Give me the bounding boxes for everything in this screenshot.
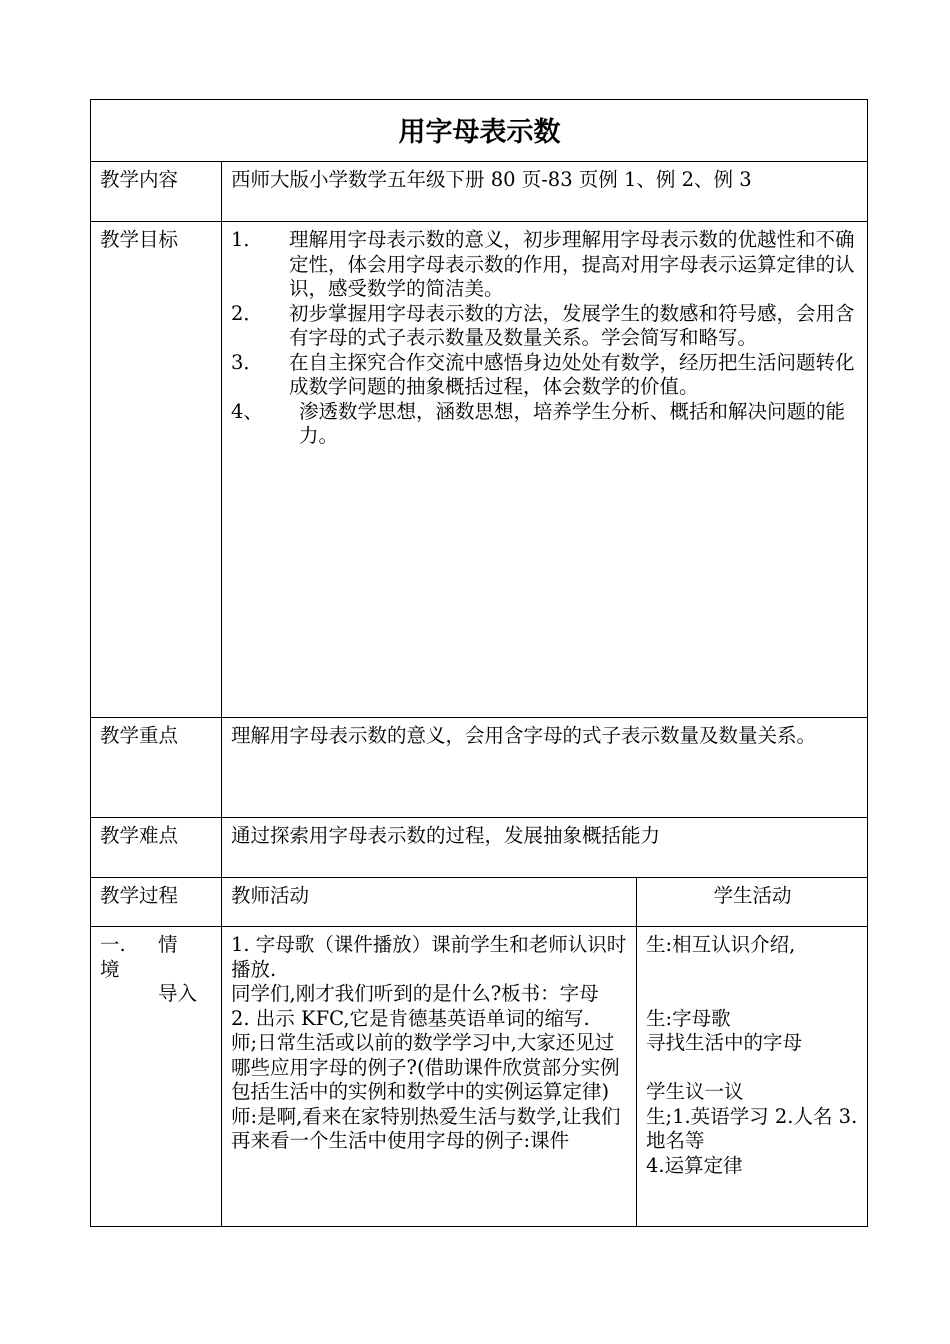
goal-item (231, 400, 859, 449)
stage-one-student (637, 927, 868, 1227)
goals-cell (222, 222, 868, 718)
content-row (91, 162, 868, 222)
student-line: 生:相互认识介绍, (646, 933, 796, 956)
spacer (646, 1056, 859, 1081)
teacher-line: 师:是啊,看来在家特别热爱生活与数学,让我们再来看一个生活中使用字母的例子:课件 (231, 1104, 621, 1152)
teacher-line: 2. 出示 KFC,它是肯德基英语单词的缩写. (231, 1006, 590, 1030)
spacer (646, 982, 859, 1007)
teacher-line: 同学们,刚才我们听到的是什么?板书：字母 (231, 982, 599, 1005)
teacher-line: 师;日常生活或以前的数学学习中,大家还见过哪些应用字母的例子?(借助课件欣赏部分实例包括生活中的实例和数学中的实例运算定律) (231, 1031, 620, 1103)
goal-item (231, 302, 859, 351)
goals-row (91, 222, 868, 718)
goals-list (231, 228, 859, 449)
goal-text: 在自主探究合作交流中感悟身边处处有数学，经历把生活问题转化成数学问题的抽象概括过程，体会数学的价值。 (289, 350, 855, 398)
document-title: 用字母表示数 (91, 100, 868, 162)
process-label: 教学过程 (91, 878, 222, 927)
stage-one-label (91, 927, 222, 1227)
title-row (91, 100, 868, 162)
goal-number: 1． (231, 228, 263, 251)
student-line: 生;1.英语学习 2.人名 3.地名等 (646, 1104, 858, 1152)
stage-one-row (91, 927, 868, 1227)
goal-text: 理解用字母表示数的意义，初步理解用字母表示数的优越性和不确定性，体会用字母表示数的作用，提高对用字母表示运算定律的认识，感受数学的简洁美。 (289, 228, 855, 300)
key-points-text: 理解用字母表示数的意义，会用含字母的式子表示数量及数量关系。 (222, 718, 868, 818)
stage-number: 一. (100, 933, 126, 956)
difficulties-row (91, 818, 868, 878)
goal-number: 2． (231, 301, 263, 325)
goals-label: 教学目标 (91, 222, 222, 718)
teacher-activity-header: 教师活动 (222, 878, 637, 927)
goal-item (231, 228, 859, 302)
student-line: 4.运算定律 (646, 1153, 743, 1177)
stage-one-teacher (222, 927, 637, 1227)
key-points-row (91, 718, 868, 818)
process-header-row (91, 878, 868, 927)
difficulties-text: 通过探索用字母表示数的过程，发展抽象概括能力 (222, 818, 868, 878)
goal-text: 初步掌握用字母表示数的方法，发展学生的数感和符号感，会用含有字母的式子表示数量及数量关系。学会简写和略写。 (289, 301, 855, 349)
goal-text: 渗透数学思想，涵数思想，培养学生分析、概括和解决问题的能力。 (299, 399, 846, 447)
student-line: 学生议一议 (646, 1080, 744, 1103)
content-label: 教学内容 (91, 162, 222, 222)
content-text: 西师大版小学数学五年级下册 80 页-83 页例 1、例 2、例 3 (222, 162, 868, 222)
goal-number: 4、 (231, 399, 263, 423)
goal-number: 3． (231, 350, 263, 374)
key-points-label: 教学重点 (91, 718, 222, 818)
spacer (646, 958, 859, 983)
stage-title-part-b: 导入 (158, 982, 198, 1005)
student-line: 寻找生活中的字母 (646, 1031, 803, 1054)
difficulties-label: 教学难点 (91, 818, 222, 878)
stage-title-part-a: 情境 (100, 933, 196, 981)
student-line: 生:字母歌 (646, 1006, 731, 1030)
teacher-line: 1. 字母歌（课件播放）课前学生和老师认识时播放. (231, 933, 627, 981)
lesson-plan-table (90, 99, 868, 1227)
goal-item (231, 351, 859, 400)
student-activity-header: 学生活动 (637, 878, 868, 927)
